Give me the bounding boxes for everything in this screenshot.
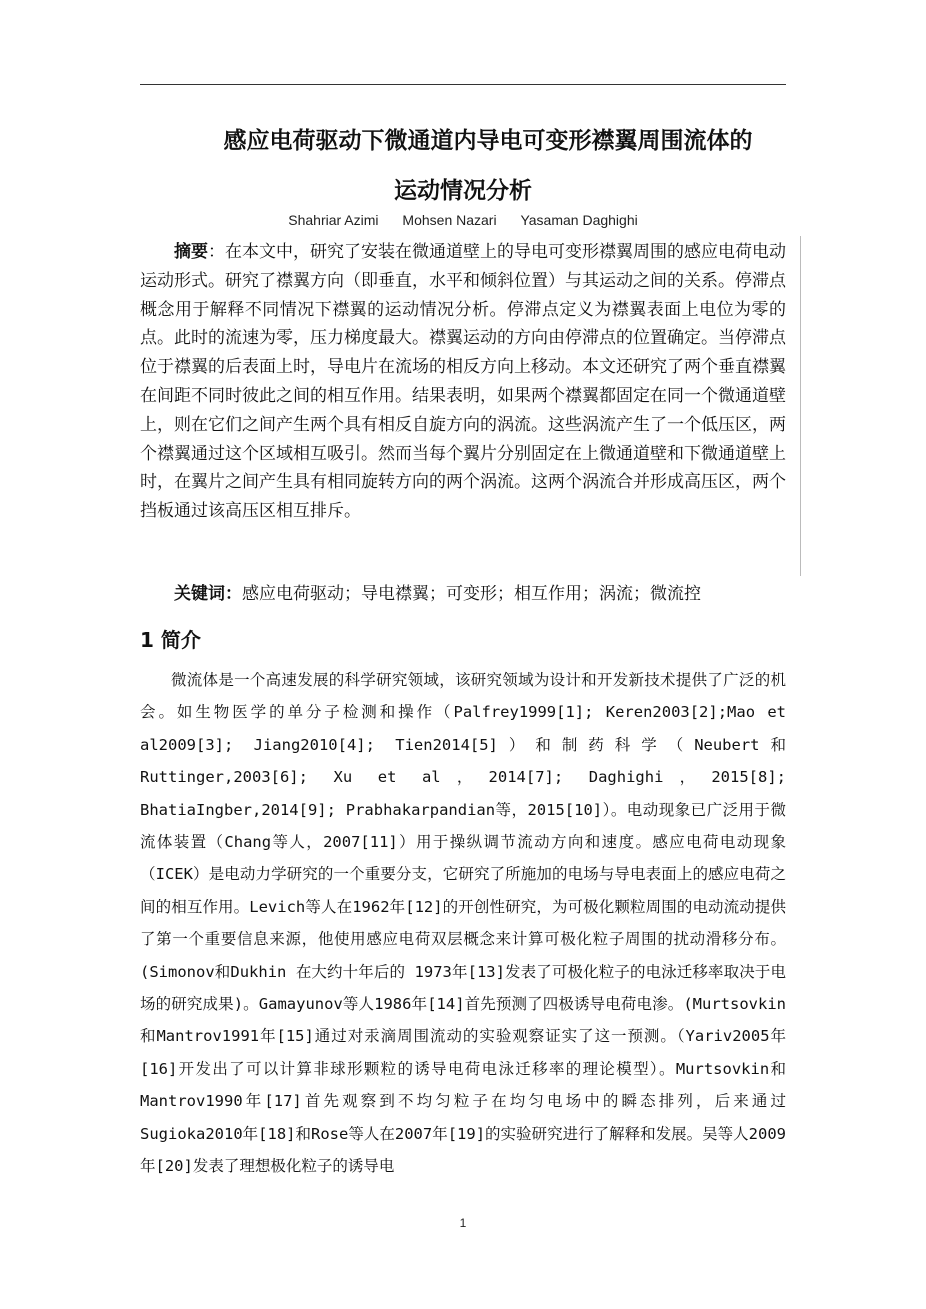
author-name: Yasaman Daghighi [520, 212, 638, 228]
paper-title-line-2: 运动情况分析 [394, 178, 532, 204]
abstract-text: ：在本文中，研究了安装在微通道壁上的导电可变形襟翼周围的感应电荷电动运动形式。研究了襟翼方向（即垂直，水平和倾斜位置）与其运动之间的关系。停滞点概念用于解释不同情况下襟翼的运动情况分析。停滞点定义为襟翼表面上电位为零的点。此时的流速为零，压力梯度最大。襟翼运动的方向由停滞点的位置确定。当停滞点位于襟翼的后表面上时，导电片在流场的相反方向上移动。本文还研究了两个垂直襟翼在间距不同时彼此之间的相互作用。结果表明，如果两个襟翼都固定在同一个微通道壁上，则在它们之间产生两个具有相反自旋方向的涡流。这些涡流产生了一个低压区，两个襟翼通过这个区域相互吸引。然而当每个翼片分别固定在上微通道壁和下微通道壁上时，在翼片之间产生具有相同旋转方向的两个涡流。这两个涡流合并形成高压区，两个挡板通过该高压区相互排斥。 [140, 242, 786, 522]
keywords-text: 感应电荷驱动；导电襟翼；可变形；相互作用；涡流；微流控 [242, 584, 701, 604]
paper-title-line-1: 感应电荷驱动下微通道内导电可变形襟翼周围流体的 [223, 128, 753, 154]
abstract [140, 238, 786, 526]
author-name: Shahriar Azimi [288, 212, 379, 228]
author-name: Mohsen Nazari [402, 212, 497, 228]
margin-bar [800, 236, 801, 576]
header-rule [140, 84, 786, 85]
intro-paragraph: 微流体是一个高速发展的科学研究领域，该研究领域为设计和开发新技术提供了广泛的机会。如生物医学的单分子检测和操作（Palfrey1999[1]; Keren2003[2];Mao et al2009[3]; Jiang2010[4]; Tien2014[5]）和制药科学（Neubert和Ruttinger,2003[6]; Xu et al，2014[7]; Daghighi，2015[8]; BhatiaIngber,2014[9]; Prabhakarpandian等，2015[10]）。电动现象已广泛用于微流体装置（Chang等人，2007[11]）用于操纵调节流动方向和速度。感应电荷电动现象（ICEK）是电动力学研究的一个重要分支，它研究了所施加的电场与导电表面上的感应电荷之间的相互作用。Levich等人在1962年[12]的开创性研究，为可极化颗粒周围的电动流动提供了第一个重要信息来源，他使用感应电荷双层概念来计算可极化粒子周围的扰动滑移分布。(Simonov和Dukhin 在大约十年后的 1973年[13]发表了可极化粒子的电泳迁移率取决于电场的研究成果)。Gamayunov等人1986年[14]首先预测了四极诱导电荷电渗。(Murtsovkin和Mantrov1991年[15]通过对汞滴周围流动的实验观察证实了这一预测。（Yariv2005年[16]开发出了可以计算非球形颗粒的诱导电荷电泳迁移率的理论模型）。Murtsovkin和Mantrov1990年[17]首先观察到不均匀粒子在均匀电场中的瞬态排列，后来通过Sugioka2010年[18]和Rose等人在2007年[19]的实验研究进行了解释和发展。吴等人2009年[20]发表了理想极化粒子的诱导电 [140, 671, 786, 1176]
page-number: 1 [459, 1216, 467, 1230]
author-list [140, 212, 786, 228]
keywords-label: 关键词： [174, 584, 242, 604]
abstract-label: 摘要 [174, 242, 208, 262]
section-heading: 1 简介 [140, 628, 201, 652]
keywords [140, 580, 800, 608]
